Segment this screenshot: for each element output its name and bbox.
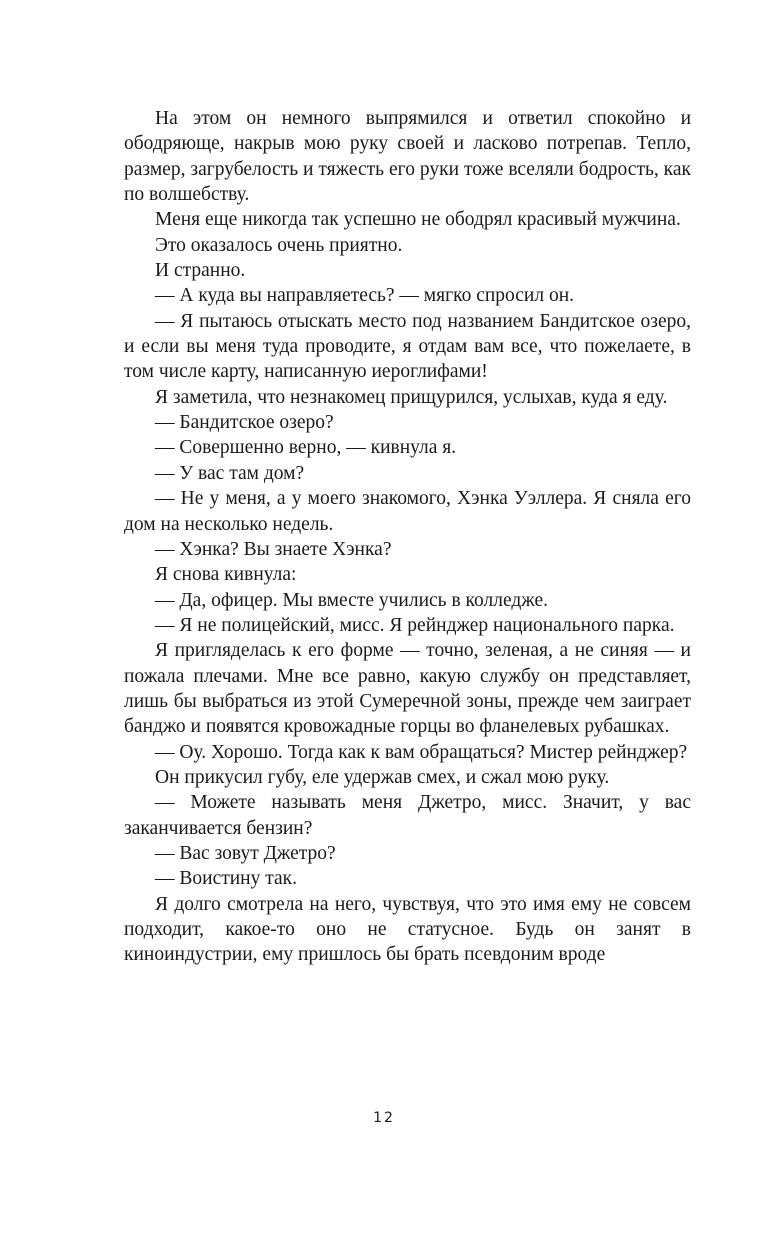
paragraph: — Да, офицер. Мы вместе учились в колледже. xyxy=(155,589,549,611)
paragraph: Я заметила, что незнакомец прищурился, услыхав, куда я еду. xyxy=(155,386,668,408)
paragraph: — Вас зовут Джетро? xyxy=(155,842,336,864)
paragraph: — Оу. Хорошо. Тогда как к вам обращаться? Мистер рейнджер? xyxy=(155,741,688,763)
paragraph: И странно. xyxy=(155,260,246,282)
paragraph: На этом он немного выпрямился и ответил спокойно и ободряюще, накрыв мою руку своей и ласково потрепав. Тепло, размер, загрубелость и тяжесть его руки тоже вселяли бодрость, как по волшебству. xyxy=(124,108,691,206)
page-body-text xyxy=(124,106,691,968)
paragraph: — Хэнка? Вы знаете Хэнка? xyxy=(155,538,392,560)
paragraph: — Не у меня, а у моего знакомого, Хэнка Уэллера. Я сняла его дом на несколько недель. xyxy=(124,488,691,535)
page-number: 12 xyxy=(373,1110,395,1126)
paragraph: — Воистину так. xyxy=(155,868,298,890)
paragraph: Меня еще никогда так успешно не ободрял красивый мужчина. xyxy=(155,209,681,231)
paragraph: — Бандитское озеро? xyxy=(155,412,334,434)
paragraph: — Можете называть меня Джетро, мисс. Значит, у вас заканчивается бензин? xyxy=(124,792,691,839)
paragraph: — Я не полицейский, мисс. Я рейнджер национального парка. xyxy=(155,614,675,636)
paragraph: Он прикусил губу, еле удержав смех, и сжал мою руку. xyxy=(155,766,610,788)
paragraph: Это оказалось очень приятно. xyxy=(155,234,403,256)
paragraph: Я долго смотрела на него, чувствуя, что это имя ему не совсем подходит, какое-то оно не статусное. Будь он занят в киноиндустрии, ему пришлось бы брать псевдоним вроде xyxy=(124,893,691,966)
paragraph: — Я пытаюсь отыскать место под названием Бандитское озеро, и если вы меня туда проводите, я отдам вам все, что пожелаете, в том числе карту, написанную иероглифами! xyxy=(124,310,691,383)
paragraph: — У вас там дом? xyxy=(155,462,305,484)
paragraph: Я снова кивнула: xyxy=(155,564,297,586)
paragraph: — Совершенно верно, — кивнула я. xyxy=(155,437,457,459)
paragraph: — А куда вы направляетесь? — мягко спросил он. xyxy=(155,285,575,307)
paragraph: Я пригляделась к его форме — точно, зеленая, а не синяя — и пожала плечами. Мне все равно, какую службу он представляет, лишь бы выбраться из этой Сумеречной зоны, прежде чем заиграет банджо и появятся кровожадные горцы во фланелевых рубашках. xyxy=(124,640,691,738)
